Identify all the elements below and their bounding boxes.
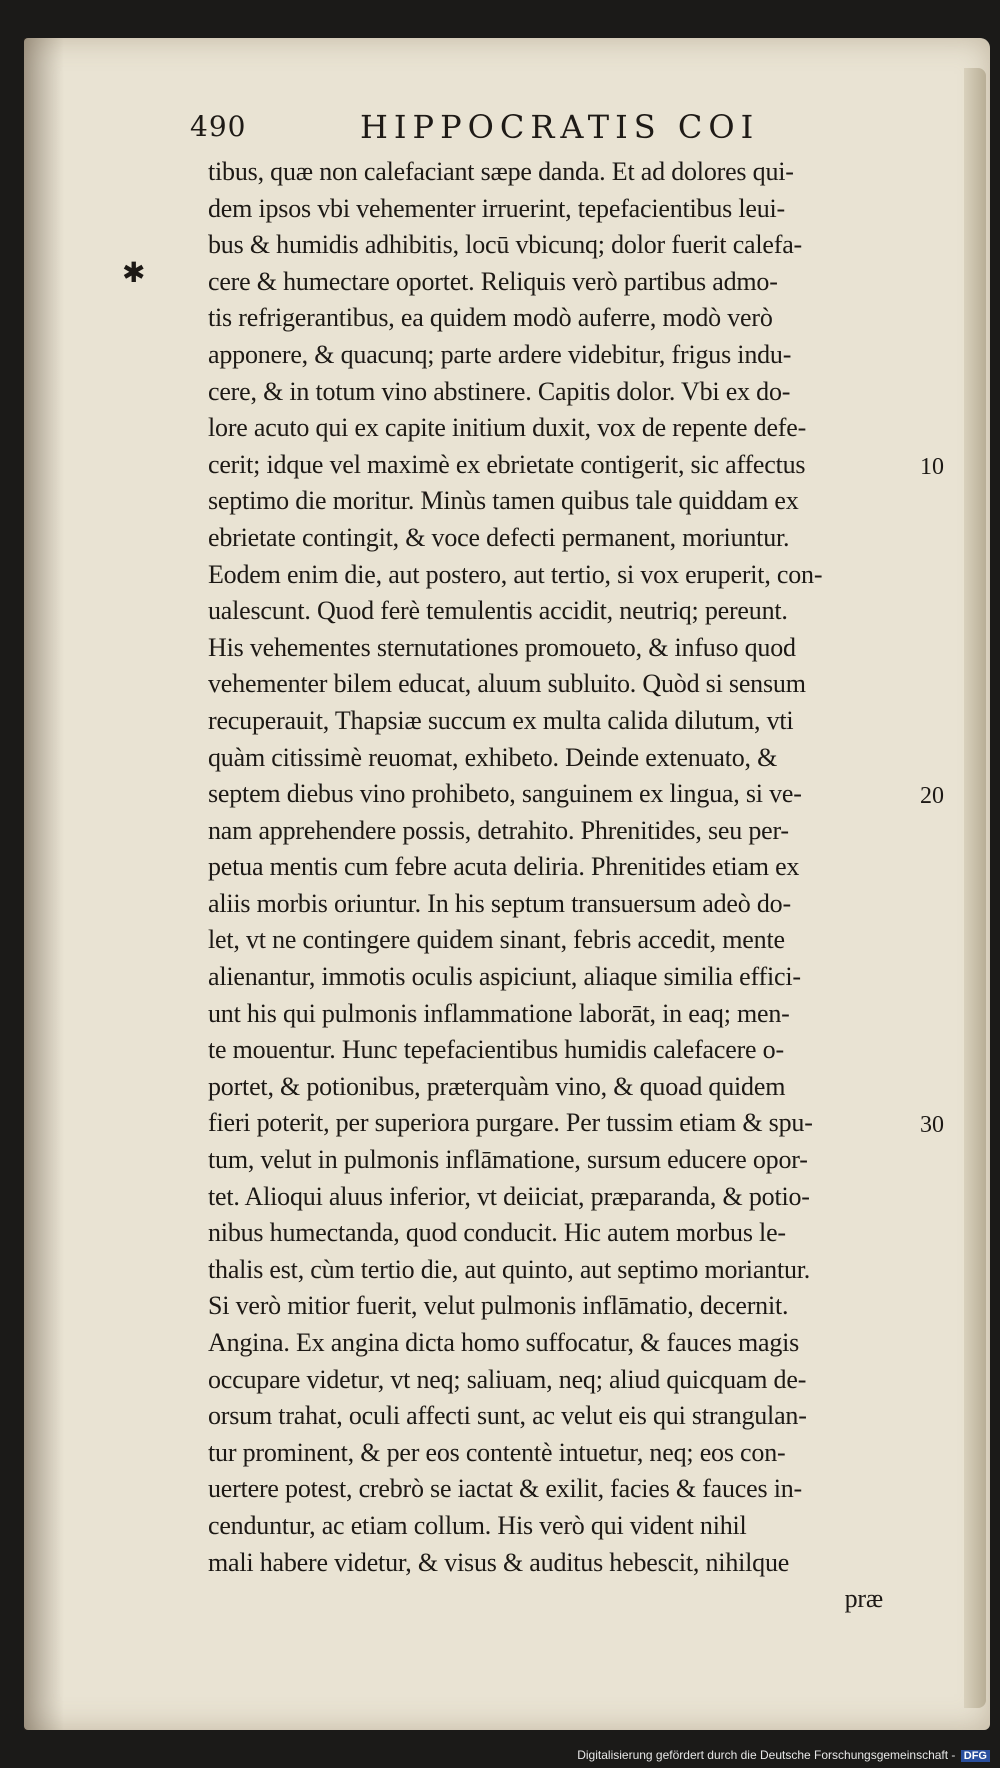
running-header (190, 110, 790, 154)
text-line: Eodem enim die, aut postero, aut tertio, si vox eruperit, con- (208, 559, 823, 589)
text-line: cere & humectare oportet. Reliquis verò partibus admo- (208, 266, 778, 296)
text-line: tet. Alioqui aluus inferior, vt deiiciat, præparanda, & potio- (208, 1181, 810, 1211)
text-line: cenduntur, ac etiam collum. His verò qui vident nihil (208, 1510, 747, 1540)
text-line: tibus, quæ non calefaciant sæpe danda. Et ad dolores qui- (208, 157, 794, 186)
text-line: septimo die moritur. Minùs tamen quibus tale quiddam ex (208, 486, 799, 516)
text-line: petua mentis cum febre acuta deliria. Phrenitides etiam ex (208, 852, 800, 882)
text-line: tis refrigerantibus, ea quidem modò auferre, modò verò (208, 303, 773, 333)
text-line: ebrietate contingit, & voce defecti permanent, moriuntur. (208, 522, 790, 552)
text-line: portet, & potionibus, præterquàm vino, & quoad quidem (208, 1071, 786, 1101)
text-line: nam apprehendere possis, detrahito. Phrenitides, seu per- (208, 815, 789, 845)
text-line: unt his qui pulmonis inflammatione laborāt, in eaq; men- (208, 998, 790, 1028)
text-line: vehementer bilem educat, aluum subluito. Quòd si sensum (208, 669, 806, 699)
line-number-30: 30 (920, 1112, 944, 1138)
page-number: 490 (190, 110, 247, 143)
text-line: orsum trahat, oculi affecti sunt, ac velut eis qui strangulan- (208, 1401, 807, 1431)
line-number-20: 20 (920, 783, 944, 809)
text-line: tum, velut in pulmonis inflāmatione, sursum educere opor- (208, 1145, 808, 1175)
text-line: nibus humectanda, quod conducit. Hic autem morbus le- (208, 1218, 786, 1248)
text-line: quàm citissimè reuomat, exhibeto. Deinde extenuato, & (208, 742, 778, 772)
text-line: dem ipsos vbi vehementer irruerint, tepefacientibus leui- (208, 193, 786, 223)
text-line: uertere potest, crebrò se iactat & exilit, facies & fauces in- (208, 1474, 802, 1504)
dfg-logo: DFG (961, 1750, 990, 1762)
text-line: Angina. Ex angina dicta homo suffocatur, & fauces magis (208, 1328, 800, 1357)
text-line: cere, & in totum vino abstinere. Capitis dolor. Vbi ex do- (208, 376, 791, 406)
running-title: HIPPOCRATIS COI (360, 108, 760, 146)
text-line: te mouentur. Hunc tepefacientibus humidis calefacere o- (208, 1035, 784, 1065)
text-line: mali habere videtur, & visus & auditus hebescit, nihilque (208, 1547, 790, 1577)
digitization-credit (577, 1748, 990, 1762)
text-line: occupare videtur, vt neq; saliuam, neq; aliud quicquam de- (208, 1364, 807, 1394)
text-line: thalis est, cùm tertio die, aut quinto, aut septimo moriantur. (208, 1254, 811, 1284)
text-line: tur prominent, & per eos contentè intuetur, neq; eos con- (208, 1437, 786, 1467)
page-edge (964, 68, 986, 1708)
text-line: cerit; idque vel maximè ex ebrietate contigerit, sic affectus (208, 449, 806, 479)
text-line: bus & humidis adhibitis, locū vbicunq; dolor fuerit calefa- (208, 230, 803, 260)
binding-shadow (24, 38, 64, 1730)
text-line: apponere, & quacunq; parte ardere videbitur, frigus indu- (208, 339, 792, 369)
text-line: recuperauit, Thapsiæ succum ex multa calida dilutum, vti (208, 705, 794, 735)
text-line: ualescunt. Quod ferè temulentis accidit, neutriq; pereunt. (208, 596, 788, 626)
text-line: His vehementes sternutationes promoueto, & infuso quod (208, 632, 796, 662)
text-line: septem diebus vino prohibeto, sanguinem ex lingua, si ve- (208, 779, 802, 809)
text-line: Si verò mitior fuerit, velut pulmonis inflāmatio, decernit. (208, 1291, 789, 1321)
body-text (208, 154, 918, 1618)
text-line: lore acuto qui ex capite initium duxit, vox de repente defe- (208, 413, 807, 443)
margin-asterisk-mark: ✱ (122, 256, 146, 289)
credit-text: Digitalisierung gefördert durch die Deutsche Forschungsgemeinschaft - (577, 1748, 956, 1762)
line-number-10: 10 (920, 454, 944, 480)
text-line: alienantur, immotis oculis aspiciunt, aliaque similia effici- (208, 962, 801, 992)
text-line: aliis morbis oriuntur. In his septum transuersum adeò do- (208, 888, 791, 918)
catchword: præ (844, 1584, 883, 1614)
text-line: let, vt ne contingere quidem sinant, febris accedit, mente (208, 925, 785, 955)
text-line: fieri poterit, per superiora purgare. Per tussim etiam & spu- (208, 1108, 813, 1138)
